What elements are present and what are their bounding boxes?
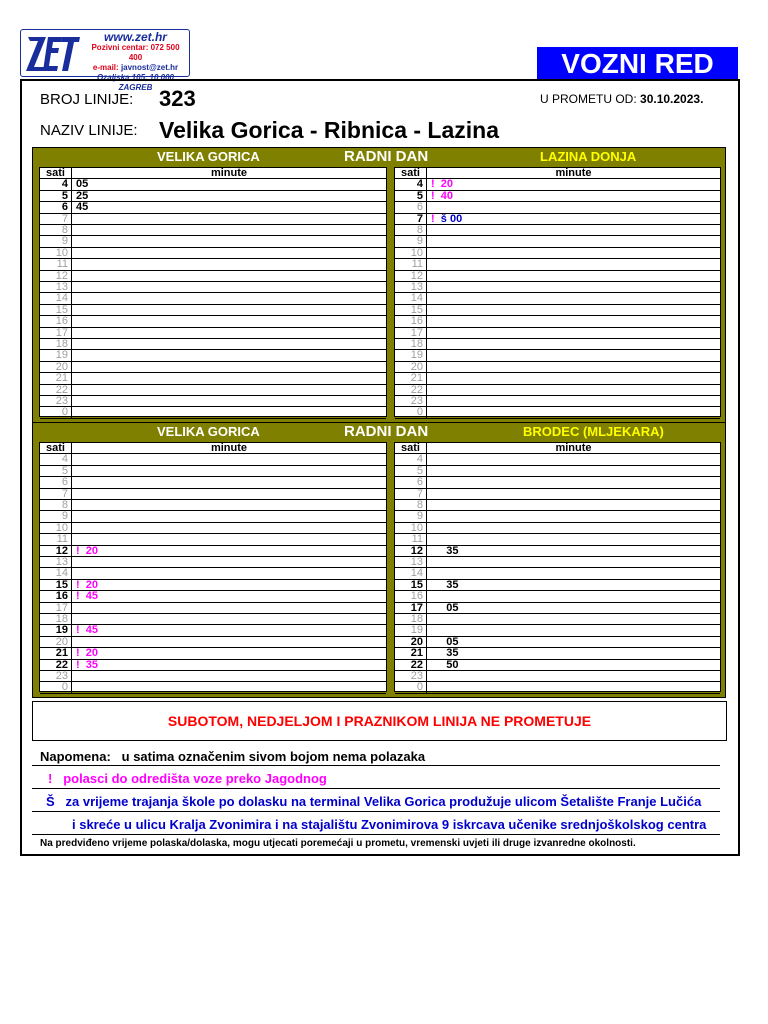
departure-row	[40, 523, 386, 534]
departure-row	[40, 500, 386, 511]
hour-cell: 15	[40, 580, 72, 590]
hour-cell: 10	[395, 523, 427, 533]
departure-row	[395, 373, 720, 384]
minutes-cell: 45	[76, 201, 89, 214]
departure-row	[40, 557, 386, 568]
hour-cell: 19	[395, 625, 427, 635]
hour-cell: 11	[40, 259, 72, 269]
hour-cell: 9	[40, 236, 72, 246]
grid-header-row	[395, 443, 720, 454]
departure-row	[40, 546, 386, 557]
hour-cell: 11	[395, 534, 427, 544]
minutes-cell: 05	[431, 601, 459, 614]
hour-cell: 5	[40, 191, 72, 201]
logo-email-address[interactable]: javnost@zet.hr	[120, 63, 179, 72]
departure-row	[40, 362, 386, 373]
school-note	[46, 794, 701, 809]
origin-title: VELIKA GORICA	[157, 424, 260, 439]
departure-row	[395, 191, 720, 202]
hour-cell: 11	[40, 534, 72, 544]
grid-header-row	[40, 443, 386, 454]
departure-row	[40, 259, 386, 270]
zet-logo	[20, 29, 190, 92]
departure-row	[395, 454, 720, 465]
departures-grid-right	[394, 442, 721, 692]
departure-row	[395, 671, 720, 682]
hour-cell: 18	[40, 339, 72, 349]
departure-row	[40, 591, 386, 602]
departure-row	[395, 580, 720, 591]
hour-cell: 23	[40, 396, 72, 406]
divider	[32, 834, 720, 835]
departure-row	[40, 293, 386, 304]
departure-row	[40, 385, 386, 396]
minutes-column-header: minute	[210, 442, 248, 454]
departure-row	[40, 248, 386, 259]
hour-cell: 0	[395, 407, 427, 417]
minutes-column-header: minute	[555, 167, 592, 179]
minutes-cell: 05	[431, 635, 459, 648]
minutes-cell: 05	[76, 178, 89, 191]
hour-cell: 12	[395, 271, 427, 281]
hour-cell: 7	[395, 214, 427, 224]
hour-cell: 10	[395, 248, 427, 258]
departure-row	[40, 214, 386, 225]
departure-row	[40, 534, 386, 545]
hour-cell: 20	[395, 362, 427, 372]
hour-cell: 13	[395, 557, 427, 567]
hour-cell: 10	[40, 523, 72, 533]
departure-row	[40, 373, 386, 384]
departure-row	[395, 328, 720, 339]
hour-cell: 18	[395, 614, 427, 624]
hour-cell: 9	[395, 511, 427, 521]
hour-cell: 15	[395, 305, 427, 315]
destination-title: BRODEC (MLJEKARA)	[523, 424, 664, 439]
origin-title: VELIKA GORICA	[157, 149, 260, 164]
minutes-cell-school: š 00	[440, 212, 463, 225]
exclamation-text: polasci do odredišta voze preko Jagodnog	[63, 771, 327, 786]
departure-row	[40, 625, 386, 636]
departures-grid-left	[39, 167, 387, 417]
hour-cell: 8	[395, 500, 427, 510]
departure-row	[40, 179, 386, 190]
hour-cell: 19	[40, 625, 72, 635]
hours-column-header: sati	[40, 443, 72, 453]
departure-row	[395, 511, 720, 522]
departure-row	[395, 316, 720, 327]
hour-cell: 4	[395, 454, 427, 464]
departure-row	[395, 682, 720, 693]
napomena-note	[40, 749, 425, 764]
hour-cell: 18	[40, 614, 72, 624]
departure-row	[395, 523, 720, 534]
departure-row	[395, 603, 720, 614]
hour-cell: 14	[395, 293, 427, 303]
hour-cell: 22	[40, 385, 72, 395]
departure-row	[395, 305, 720, 316]
logo-url[interactable]: www.zet.hr	[104, 30, 167, 44]
departure-row	[40, 648, 386, 659]
divider	[32, 811, 720, 812]
hour-cell: 4	[40, 454, 72, 464]
departure-row	[395, 259, 720, 270]
hour-cell: 17	[40, 603, 72, 613]
hour-cell: 9	[40, 511, 72, 521]
hour-cell: 17	[40, 328, 72, 338]
minutes-cell: ! 20	[76, 647, 99, 660]
hour-cell: 21	[40, 373, 72, 383]
departure-row	[395, 614, 720, 625]
departure-row	[395, 489, 720, 500]
departure-row	[40, 511, 386, 522]
hour-cell: 23	[395, 671, 427, 681]
hour-cell: 8	[395, 225, 427, 235]
hour-cell: 23	[395, 396, 427, 406]
departure-row	[40, 282, 386, 293]
hour-cell: 4	[395, 179, 427, 189]
departure-row	[40, 396, 386, 407]
divider	[32, 765, 720, 766]
minutes-cell: ! 40	[431, 189, 454, 202]
departure-row	[40, 466, 386, 477]
logo-email-label: e-mail:	[92, 63, 119, 72]
hour-cell: 11	[395, 259, 427, 269]
hour-cell: 16	[40, 591, 72, 601]
hour-cell: 19	[40, 350, 72, 360]
hour-cell: 15	[395, 580, 427, 590]
departure-row	[395, 225, 720, 236]
departure-row	[395, 339, 720, 350]
departure-row	[40, 660, 386, 671]
valid-from-date: 30.10.2023.	[640, 92, 704, 106]
hour-cell: 6	[395, 202, 427, 212]
departure-row	[40, 236, 386, 247]
departure-row	[395, 271, 720, 282]
hour-cell: 21	[40, 648, 72, 658]
zet-logo-icon	[24, 33, 82, 73]
hour-cell: 20	[40, 637, 72, 647]
valid-from	[540, 92, 703, 106]
minutes-cell: 35	[431, 544, 459, 557]
departure-row	[395, 214, 720, 225]
departure-row	[395, 477, 720, 488]
grid-header-row	[40, 168, 386, 179]
hour-cell: 16	[40, 316, 72, 326]
school-text-line1: za vrijeme trajanja škole po dolasku na terminal Velika Gorica produžuje ulicom Šetalište Franje Lučića	[65, 794, 702, 809]
timetable-block-1	[32, 147, 726, 423]
timetable-header	[33, 148, 725, 166]
departure-row	[40, 350, 386, 361]
departure-row	[40, 477, 386, 488]
valid-from-label: U PROMETU OD:	[540, 92, 637, 106]
minutes-cell: 35	[431, 578, 459, 591]
hour-cell: 22	[395, 660, 427, 670]
line-name: Velika Gorica - Ribnica - Lazina	[159, 117, 500, 143]
departure-row	[395, 660, 720, 671]
minutes-cell: ! 35	[76, 658, 99, 671]
hour-cell: 0	[40, 682, 72, 692]
timetable-block-2	[32, 422, 726, 698]
hour-cell: 13	[395, 282, 427, 292]
departure-row	[395, 248, 720, 259]
minutes-cell: ! 20	[76, 578, 99, 591]
hour-cell: 6	[40, 202, 72, 212]
departure-row	[395, 500, 720, 511]
no-service-notice: SUBOTOM, NEDJELJOM I PRAZNIKOM LINIJA NE PROMETUJE	[32, 701, 727, 741]
hour-cell: 21	[395, 373, 427, 383]
hour-cell: 16	[395, 591, 427, 601]
page-title: VOZNI RED	[537, 47, 738, 80]
hour-cell: 12	[40, 271, 72, 281]
hour-cell: 20	[40, 362, 72, 372]
departure-row	[395, 466, 720, 477]
hour-cell: 4	[40, 179, 72, 189]
departure-row	[395, 293, 720, 304]
minutes-cell: 50	[431, 658, 459, 671]
hour-cell: 0	[40, 407, 72, 417]
minutes-cell: ! 45	[76, 590, 99, 603]
departure-row	[395, 591, 720, 602]
hour-cell: 7	[40, 214, 72, 224]
hour-cell: 13	[40, 282, 72, 292]
departure-row	[40, 328, 386, 339]
departure-row	[40, 671, 386, 682]
destination-title: LAZINA DONJA	[540, 149, 637, 164]
departure-row	[395, 534, 720, 545]
disclaimer: Na predviđeno vrijeme polaska/dolaska, mogu utjecati poremećaji u prometu, vremenski uvjeti ili druge izvanredne okolnosti.	[40, 838, 636, 849]
exclamation-symbol: !	[48, 771, 53, 786]
hour-cell: 22	[395, 385, 427, 395]
minutes-column-header: minute	[555, 442, 592, 454]
hour-cell: 0	[395, 682, 427, 692]
school-text-line2: i skreće u ulicu Kralja Zvonimira i na stajalištu Zvonimirova 9 iskrcava učenike srednjoškolskog centra	[72, 817, 707, 832]
departure-row	[40, 489, 386, 500]
exclamation-note	[48, 771, 327, 786]
departure-row	[395, 385, 720, 396]
departure-row	[395, 648, 720, 659]
hour-cell: 13	[40, 557, 72, 567]
day-type: RADNI DAN	[344, 148, 429, 165]
hour-cell: 14	[40, 568, 72, 578]
hour-cell: 8	[40, 225, 72, 235]
napomena-text: u satima označenim sivom bojom nema polazaka	[121, 749, 426, 764]
hour-cell: 12	[395, 546, 427, 556]
hour-cell: 15	[40, 305, 72, 315]
departure-row	[395, 282, 720, 293]
day-type: RADNI DAN	[344, 423, 429, 440]
minutes-column-header: minute	[210, 167, 248, 179]
hour-cell: 14	[40, 293, 72, 303]
departure-row	[395, 407, 720, 418]
departures-grid-right	[394, 167, 721, 417]
hour-cell: 6	[40, 477, 72, 487]
departure-row	[40, 191, 386, 202]
departure-row	[40, 202, 386, 213]
hour-cell: 22	[40, 660, 72, 670]
minutes-cell-exclamation: !	[431, 212, 441, 225]
departure-row	[40, 316, 386, 327]
hours-column-header: sati	[40, 168, 72, 178]
line-number-label: BROJ LINIJE:	[40, 91, 134, 108]
minutes-cell: 25	[76, 189, 89, 202]
departure-row	[395, 236, 720, 247]
hour-cell: 23	[40, 671, 72, 681]
logo-address: Ozaljska 105, 10 000 ZAGREB	[97, 73, 174, 92]
hour-cell: 19	[395, 350, 427, 360]
divider	[32, 788, 720, 789]
hour-cell: 21	[395, 648, 427, 658]
departure-row	[40, 339, 386, 350]
hour-cell: 18	[395, 339, 427, 349]
departure-row	[395, 350, 720, 361]
hour-cell: 6	[395, 477, 427, 487]
hour-cell: 20	[395, 637, 427, 647]
hour-cell: 7	[395, 489, 427, 499]
departure-row	[395, 546, 720, 557]
minutes-cell: 35	[431, 647, 459, 660]
line-name-label: NAZIV LINIJE:	[40, 122, 138, 139]
school-symbol: Š	[46, 794, 55, 809]
departure-row	[40, 682, 386, 693]
departure-row	[40, 407, 386, 418]
hour-cell: 12	[40, 546, 72, 556]
minutes-cell: ! 45	[76, 624, 99, 637]
napomena-label: Napomena:	[40, 749, 111, 764]
hour-cell: 5	[40, 466, 72, 476]
logo-phone: Pozivni centar: 072 500 400	[91, 43, 180, 62]
timetable-header	[33, 423, 725, 441]
departure-row	[40, 305, 386, 316]
hour-cell: 7	[40, 489, 72, 499]
departure-row	[40, 271, 386, 282]
hours-column-header: sati	[395, 443, 427, 453]
departure-row	[395, 362, 720, 373]
logo-email	[85, 63, 186, 73]
hour-cell: 8	[40, 500, 72, 510]
line-number: 323	[159, 86, 196, 111]
minutes-cell	[431, 214, 462, 225]
hour-cell: 10	[40, 248, 72, 258]
hour-cell: 17	[395, 328, 427, 338]
hour-cell: 16	[395, 316, 427, 326]
minutes-cell: ! 20	[76, 544, 99, 557]
hour-cell: 5	[395, 191, 427, 201]
departure-row	[395, 396, 720, 407]
departure-row	[395, 557, 720, 568]
departures-grid-left	[39, 442, 387, 692]
notes-section	[32, 743, 727, 853]
hour-cell: 14	[395, 568, 427, 578]
minutes-cell: ! 20	[431, 178, 454, 191]
departure-row	[40, 454, 386, 465]
hour-cell: 9	[395, 236, 427, 246]
departure-row	[40, 603, 386, 614]
hour-cell: 17	[395, 603, 427, 613]
departure-row	[40, 225, 386, 236]
hours-column-header: sati	[395, 168, 427, 178]
hour-cell: 5	[395, 466, 427, 476]
